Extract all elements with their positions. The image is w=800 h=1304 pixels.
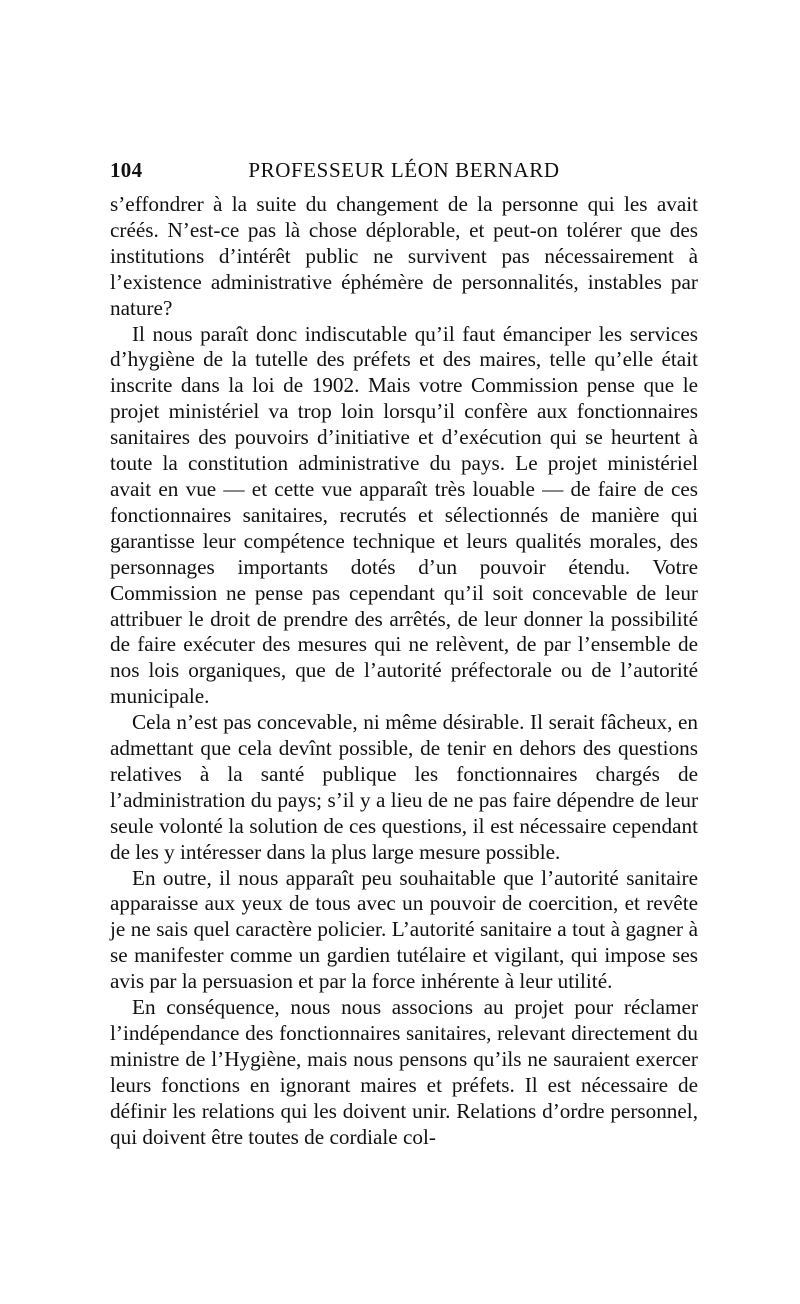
paragraph-continued: s’effondrer à la suite du changement de la personne qui les avait créés. N’est-ce pas là chose déplorable, et peut-on tolérer que des institutions d’intérêt public ne survivent pas nécessairement à l’existence administrative éphémère de personnalités, instables par nature? (110, 192, 698, 320)
running-title: PROFESSEUR LÉON BERNARD (248, 158, 560, 182)
paragraph: En outre, il nous apparaît peu souhaitable que l’autorité sanitaire apparaisse aux yeux de tous avec un pouvoir de coercition, et revête je ne sais quel caractère policier. L’autorité sanitaire a tout à gagner à se manifester comme un gardien tutélaire et vigilant, qui impose ses avis par la persuasion et par la force inhérente à leur utilité. (110, 865, 698, 994)
page-header (110, 155, 698, 185)
paragraph: Cela n’est pas concevable, ni même désirable. Il serait fâcheux, en admettant que cela devînt possible, de tenir en dehors des questions relatives à la santé publique les fonctionnaires chargés de l’administration du pays; s’il y a lieu de ne pas faire dépendre de leur seule volonté la solution de ces questions, il est nécessaire cependant de les y intéresser dans la plus large mesure possible. (110, 710, 698, 864)
paragraph: En conséquence, nous nous associons au projet pour réclamer l’indépendance des fonctionnaires sanitaires, relevant directement du ministre de l’Hygiène, mais nous pensons qu’ils ne sauraient exercer leurs fonctions en ignorant maires et préfets. Il est nécessaire de définir les relations qui les doivent unir. Relations d’ordre personnel, qui doivent être toutes de cordiale col- (110, 995, 698, 1149)
page-number: 104 (110, 158, 143, 182)
paragraph: Il nous paraît donc indiscutable qu’il faut émanciper les services d’hygiène de la tutelle des préfets et des maires, telle qu’elle était inscrite dans la loi de 1902. Mais votre Commission pense que le projet ministériel va trop loin lorsqu’il confère aux fonctionnaires sanitaires des pouvoirs d’initiative et d’exécution qui se heurtent à toute la constitution administrative du pays. Le projet ministériel avait en vue — et cette vue apparaît très louable — de faire de ces fonctionnaires sanitaires, recrutés et sélectionnés de manière qui garantisse leur compétence technique et leurs qualités morales, des personnages importants dotés d’un pouvoir étendu. Votre Commission ne pense pas cependant qu’il soit concevable de leur attribuer le droit de prendre des arrêtés, de leur donner la possibilité de faire exécuter des mesures qui ne relèvent, de par l’ensemble de nos lois organiques, que de l’autorité préfectorale ou de l’autorité municipale. (110, 321, 698, 709)
body-text (110, 192, 698, 1151)
